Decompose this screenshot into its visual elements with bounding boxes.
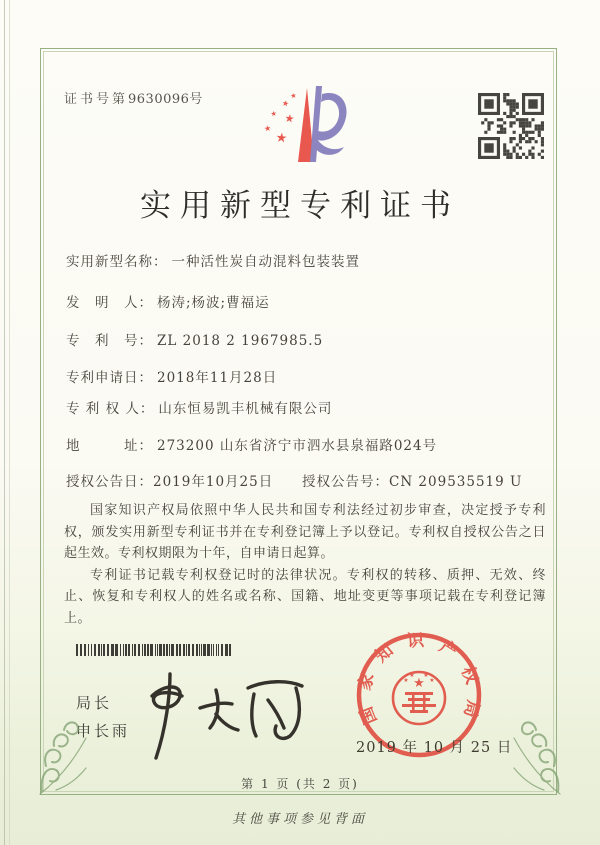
svg-text:★: ★ [429,677,435,684]
reverse-side-note: 其他事项参见背面 [231,812,368,827]
field-value: ZL 2018 2 1967985.5 [157,333,324,349]
legal-body-text [64,500,546,629]
svg-text:★: ★ [263,123,272,134]
certificate-number-prefix: 证书号第 [64,92,129,107]
svg-text:★: ★ [274,130,288,147]
field-label: 专 利 权 人： [66,401,155,417]
field-patent-number [66,329,536,349]
field-label: 专利申请日： [66,370,153,386]
field-label: 发 明 人： [66,295,153,311]
grant-number-label: 授权公告号： [302,474,389,490]
svg-text:★: ★ [409,672,415,679]
national-emblem-icon [393,672,445,724]
certificate-number-value: 9630096 [128,92,190,107]
certificate-title: 实用新型专利证书 [140,188,460,224]
svg-text:★: ★ [413,676,425,691]
field-value: 2018年11月28日 [157,370,278,386]
field-grant-announcement [66,470,536,490]
field-label: 专 利 号： [66,333,153,349]
field-label: 实用新型名称： [66,254,168,270]
grant-date-value: 2019年10月25日 [153,474,274,490]
field-label: 地 址： [66,438,153,454]
field-address [66,434,536,454]
field-utility-model-name [66,250,536,270]
legal-paragraph-1: 国家知识产权局依照中华人民共和国专利法经过初步审查，决定授予专利权，颁发实用新型专利证书并在专利登记簿上予以登记。专利权自授权公告之日起生效。专利权期限为十年，自申请日起算。 [64,503,546,561]
page-indicator: 第 1 页 (共 2 页) [241,777,359,791]
field-patentee [66,397,536,417]
svg-text:★: ★ [289,91,298,101]
scan-paper-edge [4,0,10,845]
commissioner-name: 申长雨 [76,722,131,740]
cnipa-patent-logo-icon [260,78,348,168]
svg-text:★: ★ [281,98,290,109]
field-value: 杨涛;杨波;曹福运 [157,295,270,311]
field-value: 一种活性炭自动混料包装装置 [171,254,360,270]
grant-number-value: CN 209535519 U [389,474,523,490]
qr-code [478,93,544,159]
certificate-number [64,88,205,107]
barcode [76,644,232,656]
commissioner-signature [130,666,315,766]
grant-date-label: 授权公告日： [66,474,153,490]
svg-text:★: ★ [270,109,278,119]
svg-text:★: ★ [403,677,409,684]
field-application-date [66,366,536,386]
certificate-number-suffix: 号 [189,92,206,107]
field-value: 山东恒易凯丰机械有限公司 [158,401,333,417]
field-inventors [66,291,536,311]
seal-agency-text: 国家知识产权局 [354,630,484,727]
grant-stamp-date: 2019 年 10 月 25 日 [356,740,513,756]
svg-text:★: ★ [283,111,296,126]
svg-text:★: ★ [423,672,429,679]
legal-paragraph-2: 专利证书记载专利权登记时的法律状况。专利权的转移、质押、无效、终止、恢复和专利权人的姓名或名称、国籍、地址变更等事项记载在专利登记簿上。 [64,567,546,626]
commissioner-title: 局长 [76,694,113,712]
field-value: 273200 山东省济宁市泗水县泉福路024号 [157,438,438,454]
